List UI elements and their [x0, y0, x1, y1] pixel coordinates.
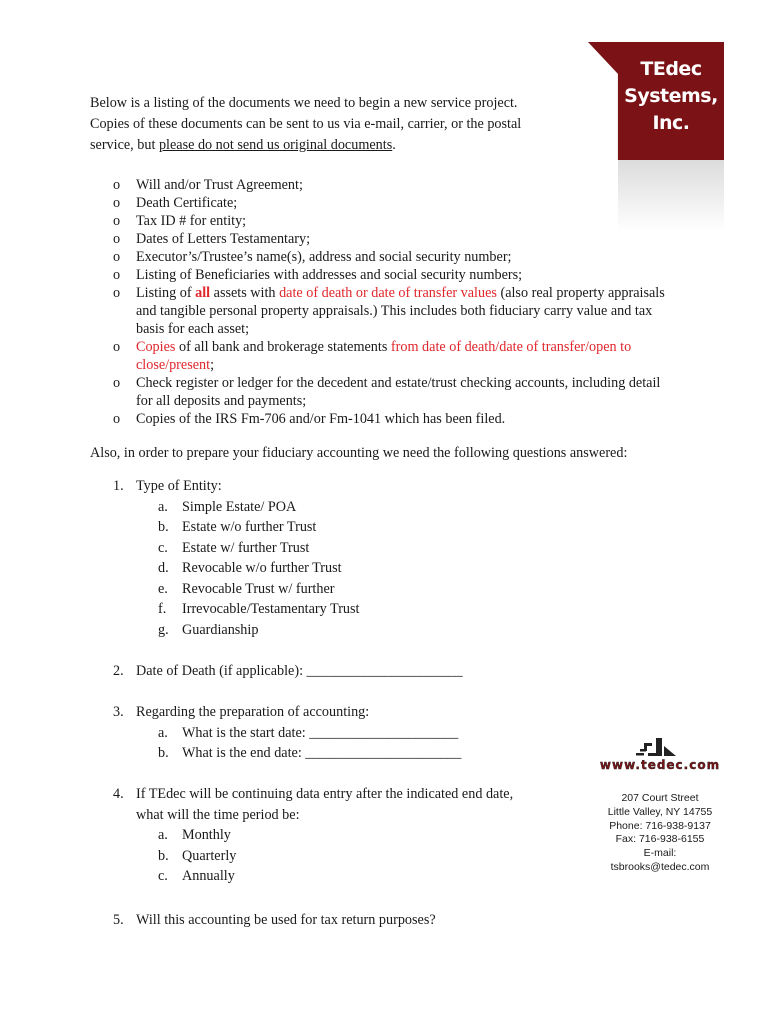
option-item [158, 538, 513, 559]
option-text: What is the end date: ______________________ [182, 745, 462, 761]
question-2 [113, 661, 553, 682]
bullet-marker: o [113, 249, 121, 265]
option-text: Monthly [182, 827, 231, 843]
text-segment: assets with [210, 285, 280, 301]
questions-intro: Also, in order to prepare your fiduciary accounting we need the following questions answered: [90, 445, 628, 461]
emphasis-all: all [195, 285, 211, 301]
question-line-1: If TEdec will be continuing data entry after the indicated end date, [136, 786, 514, 802]
start-date-field[interactable] [158, 723, 553, 744]
option-marker: b. [158, 745, 169, 761]
question-number: 1. [113, 478, 124, 494]
company-logo [588, 42, 724, 192]
question-3 [113, 702, 553, 764]
bullet-marker: o [113, 267, 121, 283]
logo-line-2: Systems, [624, 85, 718, 107]
question-number: 2. [113, 663, 124, 679]
list-item [113, 266, 673, 284]
question-label: Will this accounting be used for tax return purposes? [136, 912, 436, 928]
option-text: Annually [182, 868, 235, 884]
address-email-label: E-mail: [643, 847, 677, 860]
option-text: Quarterly [182, 847, 237, 864]
emphasis-period: from date of death/date of transfer/open to close/present [136, 339, 632, 373]
option-item [158, 517, 513, 538]
website-text[interactable]: www.tedec.com [600, 758, 720, 772]
option-text: Estate w/ further Trust [182, 539, 310, 556]
option-marker: c. [158, 868, 168, 884]
intro-line-3 [90, 135, 590, 156]
stairs-icon [600, 738, 720, 774]
logo-line-1: TEdec [640, 58, 702, 80]
list-item [113, 230, 673, 248]
list-item-text: Executor’s/Trustee’s name(s), address and social security number; [136, 249, 512, 265]
option-text: Irrevocable/Testamentary Trust [182, 601, 360, 617]
intro-line-1: Below is a listing of the documents we need to begin a new service project. [90, 95, 518, 111]
list-item [113, 248, 673, 266]
option-text: Simple Estate/ POA [182, 498, 297, 515]
documents-list [113, 176, 673, 428]
question-4 [113, 784, 573, 887]
address-fax: Fax: 716-938-6155 [615, 833, 705, 846]
question-line-2: what will the time period be: [136, 806, 300, 823]
emphasis-values: date of death or date of transfer values [279, 285, 497, 301]
text-segment: of all bank and brokerage statements [175, 339, 391, 355]
list-item [113, 194, 673, 212]
website-logo [600, 738, 720, 774]
address-email[interactable]: tsbrooks@tedec.com [610, 860, 710, 873]
question-number: 3. [113, 704, 124, 720]
question-5 [113, 910, 573, 931]
question-number: 5. [113, 912, 124, 928]
question-options [113, 723, 553, 764]
list-item-text: Copies of the IRS Fm-706 and/or Fm-1041 which has been filed. [136, 411, 506, 427]
option-marker: f. [158, 601, 167, 617]
bullet-marker: o [113, 285, 121, 301]
list-item [113, 212, 673, 230]
question-label: Type of Entity: [136, 478, 222, 494]
option-marker: e. [158, 580, 168, 597]
intro-line-3-post: . [392, 137, 396, 153]
option-marker: b. [158, 847, 169, 864]
address-city: Little Valley, NY 14755 [607, 805, 713, 818]
list-item [113, 338, 673, 374]
option-marker: a. [158, 498, 168, 515]
intro-warning-underlined: please do not send us original documents [158, 137, 393, 153]
option-item [158, 599, 513, 620]
address-phone: Phone: 716-938-9137 [609, 819, 711, 832]
option-marker: c. [158, 539, 168, 556]
intro-paragraph [90, 93, 590, 156]
bullet-marker: o [113, 213, 121, 229]
question-label: Regarding the preparation of accounting: [136, 704, 370, 720]
address-street: 207 Court Street [621, 792, 699, 804]
contact-address [576, 792, 744, 875]
bullet-marker: o [113, 411, 121, 427]
list-item-text: Listing of Beneficiaries with addresses and social security numbers; [136, 267, 523, 283]
bullet-marker: o [113, 375, 121, 391]
list-item [113, 374, 673, 410]
option-item [158, 558, 513, 579]
option-item [158, 620, 513, 641]
intro-line-3-pre: service, but [90, 137, 159, 153]
emphasis-copies: Copies [136, 339, 176, 355]
option-item [158, 825, 573, 846]
date-of-death-field[interactable]: Date of Death (if applicable): ______________________ [136, 663, 463, 679]
intro-line-2: Copies of these documents can be sent to us via e-mail, carrier, or the postal [90, 116, 522, 132]
list-item-text: Check register or ledger for the decedent and estate/trust checking accounts, including detail for all deposits and payments; [136, 375, 661, 409]
option-text: Revocable w/o further Trust [182, 560, 342, 576]
text-segment: ; [210, 357, 215, 373]
end-date-field[interactable] [158, 743, 553, 764]
option-marker: d. [158, 560, 169, 576]
list-item-text [136, 339, 631, 373]
question-options [113, 497, 513, 641]
option-marker: b. [158, 519, 169, 535]
list-item-text: Tax ID # for entity; [136, 213, 247, 229]
list-item [113, 410, 673, 428]
logo-text [618, 56, 724, 137]
option-text: What is the start date: _____________________ [182, 724, 459, 741]
list-item-text [136, 285, 665, 337]
question-options [113, 825, 573, 887]
option-item [158, 497, 513, 518]
bullet-marker: o [113, 177, 121, 193]
bullet-marker: o [113, 339, 121, 355]
question-number: 4. [113, 786, 124, 802]
option-marker: g. [158, 621, 169, 638]
question-1 [113, 476, 513, 640]
text-segment: Listing of [136, 285, 196, 301]
list-item [113, 176, 673, 194]
option-text: Revocable Trust w/ further [182, 580, 335, 597]
option-text: Guardianship [182, 621, 259, 638]
logo-line-3: Inc. [652, 112, 690, 134]
bullet-marker: o [113, 231, 121, 247]
list-item [113, 284, 673, 338]
option-item [158, 846, 573, 867]
option-text: Estate w/o further Trust [182, 519, 317, 535]
bullet-marker: o [113, 195, 121, 211]
text-segment: (also real property appraisals and tangible personal property appraisals.) This includes both fiduciary carry value and tax basis for each asset; [136, 285, 665, 337]
list-item-text: Will and/or Trust Agreement; [136, 177, 303, 193]
option-marker: a. [158, 724, 168, 741]
option-marker: a. [158, 827, 168, 843]
list-item-text: Dates of Letters Testamentary; [136, 231, 311, 247]
option-item [158, 579, 513, 600]
list-item-text: Death Certificate; [136, 195, 238, 211]
option-item [158, 866, 573, 887]
